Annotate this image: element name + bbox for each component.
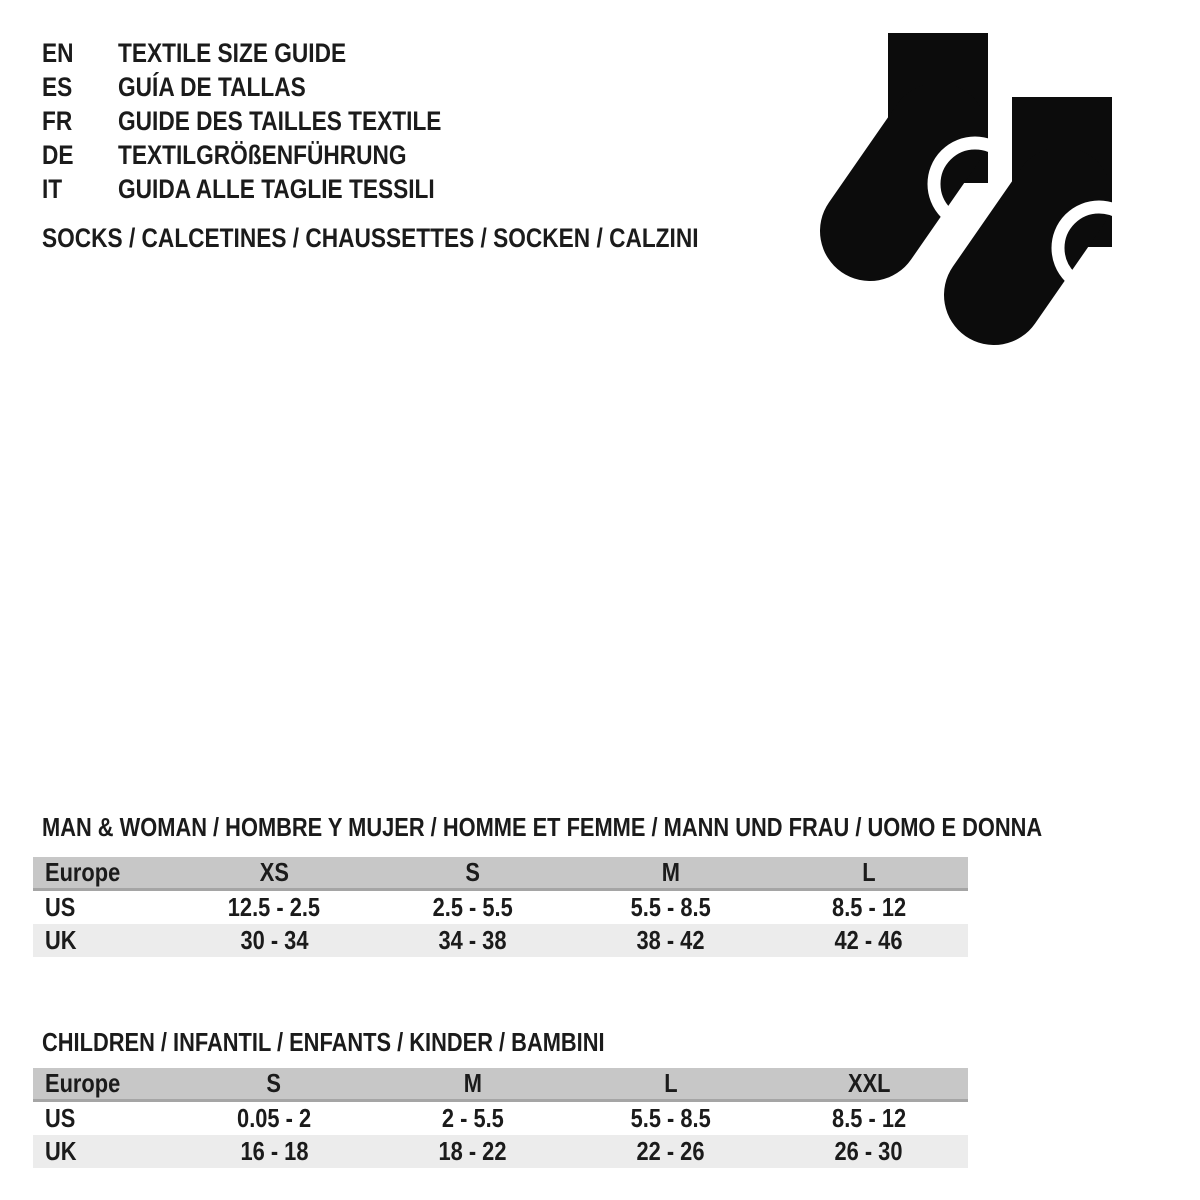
size-value-uk-s: 16 - 18 [175,1135,373,1168]
language-title-de: TEXTILGRÖßENFÜHRUNG [118,139,407,170]
children-size-table [33,1068,968,1168]
language-row-es [42,70,503,104]
language-row-de [42,138,503,172]
column-header-m: M [572,857,770,890]
column-header-m: M [373,1068,571,1101]
size-value-us-l: 5.5 - 8.5 [630,1103,711,1133]
size-value-uk-l: 22 - 26 [572,1135,770,1168]
size-value-uk-xxl: 26 - 30 [770,1135,968,1168]
man-woman-size-table [33,857,968,957]
size-value-us-s: 2.5 - 5.5 [432,892,513,922]
language-code-fr: FR [42,105,73,136]
size-value-uk-l: 42 - 46 [770,924,968,957]
size-value-uk-s: 34 - 38 [373,924,571,957]
language-code-es: ES [42,71,73,102]
language-row-en [42,36,503,70]
language-row-it [42,172,503,206]
language-title-fr: GUIDE DES TAILLES TEXTILE [118,105,442,136]
man-woman-uk-row [33,924,968,957]
row-label-us: US [45,892,76,922]
socks-icon [818,33,1118,355]
man-woman-table-title: MAN & WOMAN / HOMBRE Y MUJER / HOMME ET FEMME / MANN UND FRAU / UOMO E DONNA [42,811,1043,842]
row-label-uk: UK [33,924,175,957]
column-header-region: Europe [33,1068,175,1101]
column-header-l: L [572,1068,770,1101]
row-label-us: US [45,1103,76,1133]
size-value-us-m: 5.5 - 8.5 [630,892,711,922]
size-value-uk-xs: 30 - 34 [175,924,373,957]
column-header-region: Europe [33,857,175,890]
column-header-s: S [373,857,571,890]
size-value-us-m: 2 - 5.5 [441,1103,504,1133]
language-code-en: EN [42,37,74,68]
language-row-fr [42,104,503,138]
size-value-us-s: 0.05 - 2 [237,1103,312,1133]
children-uk-row [33,1135,968,1168]
size-value-uk-m: 18 - 22 [373,1135,571,1168]
column-header-xxl: XXL [770,1068,968,1101]
language-code-it: IT [42,173,63,204]
size-value-us-xs: 12.5 - 2.5 [227,892,321,922]
man-woman-us-row [33,890,968,925]
row-label-uk: UK [33,1135,175,1168]
man-woman-header-row [33,857,968,890]
language-title-it: GUIDA ALLE TAGLIE TESSILI [118,173,435,204]
children-us-row [33,1101,968,1136]
language-code-de: DE [42,139,74,170]
column-header-s: S [175,1068,373,1101]
product-category-line: SOCKS / CALCETINES / CHAUSSETTES / SOCKEN / CALZINI [42,222,699,253]
children-table-title: CHILDREN / INFANTIL / ENFANTS / KINDER / BAMBINI [42,1026,605,1057]
size-value-uk-m: 38 - 42 [572,924,770,957]
children-header-row [33,1068,968,1101]
column-header-xs: XS [175,857,373,890]
size-value-us-l: 8.5 - 12 [831,892,906,922]
language-title-es: GUÍA DE TALLAS [118,71,306,102]
language-legend [42,36,503,206]
language-title-en: TEXTILE SIZE GUIDE [118,37,347,68]
column-header-l: L [770,857,968,890]
size-value-us-xxl: 8.5 - 12 [831,1103,906,1133]
